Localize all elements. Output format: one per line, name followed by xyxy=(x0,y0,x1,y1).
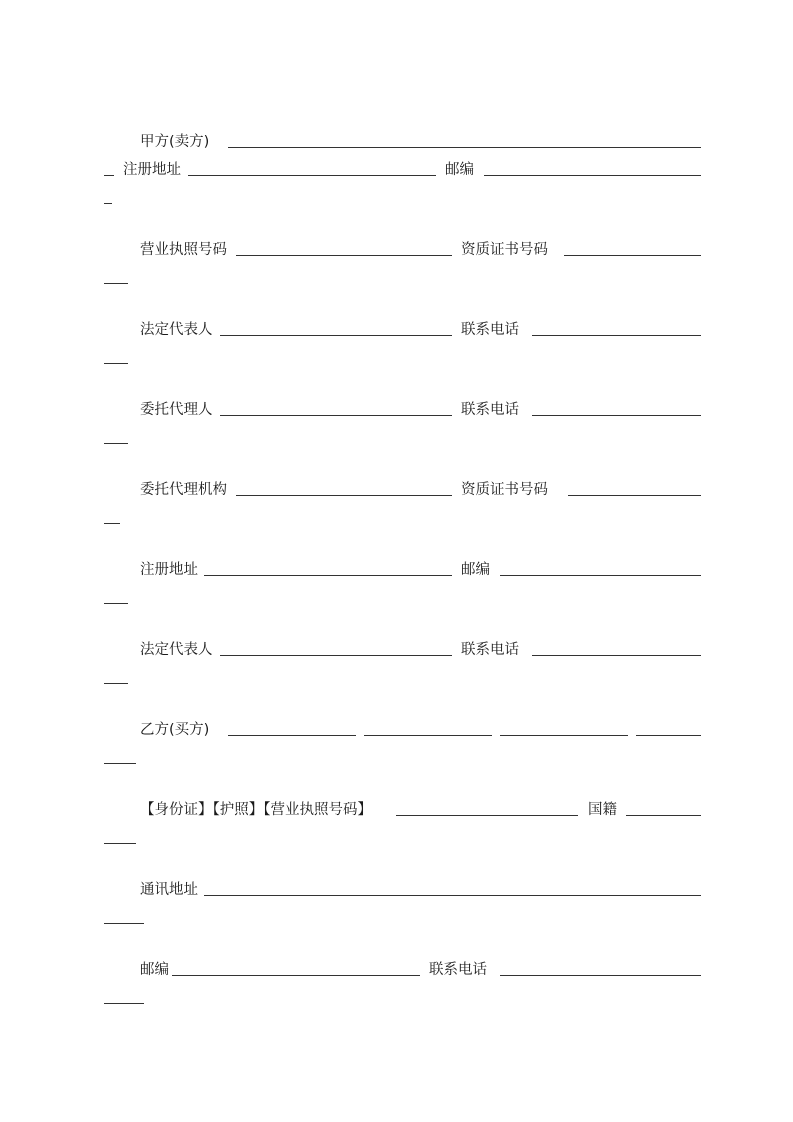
party-a-reg-address-label: 注册地址 xyxy=(123,162,181,178)
entrusted-agent-field[interactable] xyxy=(220,415,452,416)
legal-rep-label: 法定代表人 xyxy=(140,322,213,338)
qualification-no-label: 资质证书号码 xyxy=(461,242,548,258)
id-row xyxy=(104,796,701,852)
phone-label: 联系电话 xyxy=(461,322,519,338)
party-b-label: 乙方(买方) xyxy=(140,722,210,738)
license-no-field[interactable] xyxy=(236,255,452,256)
party-a-reg-address-field[interactable] xyxy=(188,175,436,176)
agency-field[interactable] xyxy=(236,495,452,496)
qualification-no-field[interactable] xyxy=(568,495,701,496)
legal-rep-field[interactable] xyxy=(220,335,452,336)
mailing-address-label: 通讯地址 xyxy=(140,882,198,898)
nationality-field-continued[interactable] xyxy=(104,843,136,844)
agency-postcode-field[interactable] xyxy=(500,575,701,576)
license-row xyxy=(104,236,701,292)
phone-field[interactable] xyxy=(532,655,701,656)
phone-label: 联系电话 xyxy=(429,962,487,978)
nationality-field[interactable] xyxy=(626,815,701,816)
phone-field-continued[interactable] xyxy=(104,363,128,364)
legal-rep-row-1 xyxy=(104,316,701,372)
party-b-field-4[interactable] xyxy=(636,735,701,736)
agency-postcode-label: 邮编 xyxy=(461,562,490,578)
party-a-postcode-field[interactable] xyxy=(484,175,701,176)
phone-field-continued[interactable] xyxy=(104,1003,144,1004)
phone-field[interactable] xyxy=(532,335,701,336)
agency-reg-address-field[interactable] xyxy=(204,575,452,576)
party-a-section xyxy=(104,128,701,212)
license-no-label: 营业执照号码 xyxy=(140,242,227,258)
party-a-name-field[interactable] xyxy=(228,147,701,148)
phone-label: 联系电话 xyxy=(461,642,519,658)
phone-field[interactable] xyxy=(500,975,701,976)
id-types-label: 【身份证】【护照】【营业执照号码】 xyxy=(140,802,372,818)
legal-rep-field[interactable] xyxy=(220,655,452,656)
agency-row xyxy=(104,476,701,532)
id-number-field[interactable] xyxy=(396,815,578,816)
qualification-no-field[interactable] xyxy=(564,255,701,256)
phone-field[interactable] xyxy=(532,415,701,416)
qualification-no-label: 资质证书号码 xyxy=(461,482,548,498)
legal-rep-row-2 xyxy=(104,636,701,692)
party-b-contact-row xyxy=(104,956,701,1012)
agency-postcode-field-continued[interactable] xyxy=(104,603,128,604)
qualification-no-field-continued[interactable] xyxy=(104,283,128,284)
party-b-postcode-field[interactable] xyxy=(172,975,420,976)
mailing-address-field-continued[interactable] xyxy=(104,923,144,924)
party-a-label: 甲方(卖方) xyxy=(140,134,210,150)
agency-reg-address-label: 注册地址 xyxy=(140,562,198,578)
mailing-address-field[interactable] xyxy=(204,895,701,896)
party-a-postcode-field-continued[interactable] xyxy=(104,203,112,204)
party-b-section xyxy=(104,716,701,772)
nationality-label: 国籍 xyxy=(588,802,617,818)
entrusted-agent-row xyxy=(104,396,701,452)
party-b-postcode-label: 邮编 xyxy=(140,962,169,978)
agency-address-row xyxy=(104,556,701,612)
phone-field-continued[interactable] xyxy=(104,683,128,684)
phone-label: 联系电话 xyxy=(461,402,519,418)
legal-rep-label: 法定代表人 xyxy=(140,642,213,658)
agency-label: 委托代理机构 xyxy=(140,482,227,498)
party-a-postcode-label: 邮编 xyxy=(445,162,474,178)
entrusted-agent-label: 委托代理人 xyxy=(140,402,213,418)
party-a-name-field-continued[interactable] xyxy=(104,175,114,176)
party-b-field-1[interactable] xyxy=(228,735,356,736)
party-b-field-continued[interactable] xyxy=(104,763,136,764)
party-b-field-3[interactable] xyxy=(500,735,628,736)
party-b-field-2[interactable] xyxy=(364,735,492,736)
phone-field-continued[interactable] xyxy=(104,443,128,444)
mailing-address-row xyxy=(104,876,701,932)
qualification-no-field-continued[interactable] xyxy=(104,523,120,524)
